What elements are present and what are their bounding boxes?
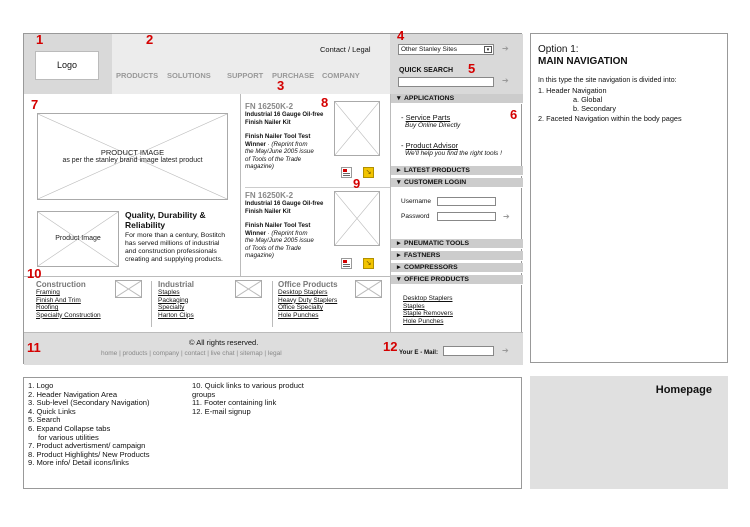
page-label: Homepage xyxy=(655,384,712,396)
quality-body-line: creating and supplying products. xyxy=(125,256,223,263)
model-desc-line: Finish Nailer Kit xyxy=(245,119,291,126)
separator: / xyxy=(347,45,351,54)
quality-body xyxy=(125,232,225,264)
annotation-number: 2 xyxy=(146,32,154,47)
annotation-number: 4 xyxy=(397,28,405,43)
wireframe xyxy=(23,33,522,364)
compare-icon[interactable] xyxy=(341,258,352,269)
test-body-line: magazine) xyxy=(245,163,274,170)
triangle-down-icon: ▾ xyxy=(397,179,401,186)
model-desc xyxy=(245,201,323,216)
tab-label: FASTNERS xyxy=(404,252,441,259)
product-image-caption: as per the stanley brand image latest product xyxy=(62,157,203,164)
highlight-image-placeholder[interactable] xyxy=(334,101,380,156)
option-title-line: MAIN NAVIGATION xyxy=(538,56,628,67)
legend-item: 8. Product Highlights/ New Products xyxy=(28,449,150,459)
quick-link-image[interactable] xyxy=(235,280,262,298)
annotation-number: 8 xyxy=(321,95,329,110)
product-highlight-2 xyxy=(245,189,390,277)
divider xyxy=(151,281,152,327)
quick-link-title: Construction xyxy=(36,280,86,289)
nav-support[interactable]: SUPPORT xyxy=(227,71,264,80)
annotation-number: 1 xyxy=(36,32,44,47)
legal-link[interactable]: Legal xyxy=(352,45,371,54)
search-go-arrow-icon[interactable]: ➔ xyxy=(502,76,509,85)
quality-body-line: For more than a century, Bostitch xyxy=(125,232,225,239)
legend-item: 1. Logo xyxy=(28,381,54,390)
test-title: Finish Nailer Tool Test xyxy=(245,133,311,140)
quick-link[interactable]: Specialty xyxy=(158,304,185,311)
tab-label: PNEUMATIC TOOLS xyxy=(404,240,470,247)
tab-applications[interactable] xyxy=(391,94,523,104)
tab-label: LATEST PRODUCTS xyxy=(404,167,470,174)
test-title: Finish Nailer Tool Test xyxy=(245,222,311,229)
small-image-label: Product Image xyxy=(55,235,101,242)
legend-left xyxy=(28,382,150,468)
username-input[interactable] xyxy=(437,197,496,206)
model-desc-line: Finish Nailer Kit xyxy=(245,208,291,215)
email-go-arrow-icon[interactable]: ➔ xyxy=(502,346,509,355)
quick-link-image[interactable] xyxy=(115,280,142,298)
winner-label: Winner xyxy=(245,140,266,148)
footer-links[interactable]: home | products | company | contact | live chat | sitemap | legal xyxy=(101,350,282,357)
legend-item: groups xyxy=(192,389,216,399)
tab-customer-login[interactable] xyxy=(391,178,523,188)
nav-purchase[interactable]: PURCHASE xyxy=(272,71,315,80)
product-advisor-link[interactable]: Product Advisor xyxy=(405,141,459,150)
quick-link[interactable]: Harton Clips xyxy=(158,311,194,319)
quick-link[interactable]: Desktop Staplers xyxy=(278,289,328,296)
quick-link[interactable]: Finish And Trim xyxy=(36,296,81,304)
tab-pneumatic-tools[interactable] xyxy=(391,239,523,249)
option-item: 1. Header Navigation xyxy=(538,86,607,95)
quick-link[interactable]: Roofing xyxy=(36,304,59,311)
quick-search-input[interactable] xyxy=(398,77,494,87)
office-link[interactable]: Desktop Staplers xyxy=(403,295,453,302)
product-advisor-sub: We'll help you find the right tools ! xyxy=(405,150,502,157)
tab-label: APPLICATIONS xyxy=(404,95,455,102)
email-label: Your E - Mail: xyxy=(399,349,439,356)
compare-icon[interactable] xyxy=(341,167,352,178)
more-info-arrow-icon[interactable]: ↘ xyxy=(363,258,374,269)
legend-item: 4. Quick Links xyxy=(28,406,76,416)
site-go-arrow-icon[interactable]: ➔ xyxy=(502,44,509,53)
quick-link[interactable]: Packaging xyxy=(158,296,189,304)
service-parts-block: - Service Parts Buy Online Directly xyxy=(401,113,461,129)
site-select-value: Other Stanley Sites xyxy=(401,46,457,53)
product-advisor-block: - Product Advisor We'll help you find the right tools ! xyxy=(401,141,502,157)
quick-link[interactable]: Staples xyxy=(158,289,180,296)
more-info-arrow-icon[interactable]: ↘ xyxy=(363,167,374,178)
site-select[interactable] xyxy=(398,44,494,55)
tab-latest-products[interactable] xyxy=(391,166,523,176)
quick-search-label: QUICK SEARCH xyxy=(399,67,454,74)
divider xyxy=(240,94,241,276)
username-label: Username xyxy=(401,198,431,205)
model-desc xyxy=(245,112,323,127)
triangle-right-icon: ▸ xyxy=(397,264,401,271)
legend-item: 6. Expand Collapse tabs xyxy=(28,423,111,433)
quick-link[interactable]: Framing xyxy=(36,289,60,296)
legend-item: 5. Search xyxy=(28,415,61,425)
copyright: © All rights reserved. xyxy=(189,338,259,347)
nav-products[interactable]: PRODUCTS xyxy=(116,71,159,80)
product-highlight-1 xyxy=(245,95,390,186)
option-item: b. Secondary xyxy=(573,104,616,113)
legend-item: for various utilities xyxy=(38,432,99,442)
triangle-right-icon: ▸ xyxy=(397,240,401,247)
office-links xyxy=(403,295,453,325)
quality-body-line: has served millions of industrial xyxy=(125,240,220,247)
option-item: 2. Faceted Navigation within the body pages xyxy=(538,114,682,123)
annotation-number: 12 xyxy=(383,339,398,354)
highlight-image-placeholder[interactable] xyxy=(334,191,380,246)
option-title-line: Option 1: xyxy=(538,44,579,55)
model-desc-line: Industrial 16 Gauge Oil-free xyxy=(245,112,324,118)
test-body-line: (Reprint from xyxy=(271,140,308,148)
tool-test: Finish Nailer Tool Test Winner · (Reprint from the May/June 2005 issue of Tools of the Trade magazine) xyxy=(245,133,331,171)
legend-item: 9. More info/ Detail icons/links xyxy=(28,458,129,468)
legend-item: 3. Sub-level (Secondary Navigation) xyxy=(28,398,150,408)
tab-label: CUSTOMER LOGIN xyxy=(404,179,467,186)
page-label-panel xyxy=(530,376,728,489)
email-input[interactable] xyxy=(443,346,494,356)
model-desc-line: Industrial 16 Gauge Oil-free xyxy=(245,201,324,207)
quick-link-title: Industrial xyxy=(158,280,195,289)
quick-link[interactable]: Hole Punches xyxy=(278,311,319,319)
logo[interactable]: Logo xyxy=(35,51,99,80)
test-body-line: (Reprint from xyxy=(271,229,308,237)
triangle-down-icon: ▾ xyxy=(397,95,401,102)
winner-label: Winner xyxy=(245,229,266,237)
legend-item: 11. Footer containing link xyxy=(192,398,277,408)
quick-link[interactable]: Specialty Construction xyxy=(36,311,101,319)
sidebar xyxy=(391,94,523,332)
chevron-down-icon: ▾ xyxy=(484,46,492,53)
legend-right xyxy=(192,382,304,416)
tab-label: OFFICE PRODUCTS xyxy=(404,276,469,283)
service-parts-sub: Buy Online Directly xyxy=(405,122,461,129)
quick-link-title: Office Products xyxy=(278,280,338,289)
quality-title-line: Quality, Durability & xyxy=(125,210,206,220)
product-image-label: PRODUCT IMAGE xyxy=(100,148,165,157)
tab-office-products[interactable] xyxy=(391,275,523,285)
test-body-line: of Tools of the Trade xyxy=(245,155,302,163)
quick-link[interactable]: Office Specialty xyxy=(278,304,324,311)
tab-compressors[interactable] xyxy=(391,263,523,273)
option-panel xyxy=(530,33,728,363)
legend-item: 2. Header Navigation Area xyxy=(28,389,118,399)
header-nav-area xyxy=(112,34,390,94)
legend-item: 10. Quick links to various product xyxy=(192,381,304,390)
office-link[interactable]: Staple Removers xyxy=(403,310,453,317)
option-intro: In this type the site navigation is divided into: xyxy=(538,77,677,84)
model-number[interactable]: FN 16250K-2 xyxy=(245,191,294,200)
annotation-number: 10 xyxy=(27,266,42,281)
office-link[interactable]: Hole Punches xyxy=(403,317,444,325)
tool-test: Finish Nailer Tool Test Winner · (Reprint from the May/June 2005 issue of Tools of the Trade magazine) xyxy=(245,222,331,260)
model-number[interactable]: FN 16250K-2 xyxy=(245,102,294,111)
annotation-number: 7 xyxy=(31,97,39,112)
nav-company[interactable]: COMPANY xyxy=(322,71,360,80)
triangle-right-icon: ▸ xyxy=(397,167,401,174)
password-input[interactable] xyxy=(437,212,496,221)
quality-title-line: Reliability xyxy=(125,219,166,230)
option-title xyxy=(538,44,628,68)
legend-panel xyxy=(23,377,522,489)
login-arrow-icon[interactable]: ➔ xyxy=(503,212,510,221)
utility-links xyxy=(320,45,371,54)
small-product-image[interactable] xyxy=(37,211,119,267)
test-body-line: of Tools of the Trade xyxy=(245,244,302,252)
quick-link[interactable]: Heavy Duty Staplers xyxy=(278,296,338,304)
contact-link[interactable]: Contact xyxy=(320,45,346,54)
quick-link-image[interactable] xyxy=(355,280,382,298)
triangle-down-icon: ▾ xyxy=(397,276,401,283)
option-item: a. Global xyxy=(573,95,603,104)
annotation-number: 11 xyxy=(27,340,41,355)
password-label: Password xyxy=(401,213,430,220)
legend-item: 12. E-mail signup xyxy=(192,406,251,416)
test-body-line: the May/June 2005 issue xyxy=(245,148,314,155)
annotation-number: 9 xyxy=(353,176,361,191)
triangle-right-icon: ▸ xyxy=(397,252,401,259)
divider xyxy=(272,281,273,327)
divider xyxy=(245,187,390,188)
service-parts-link[interactable]: Service Parts xyxy=(405,113,451,122)
test-body-line: magazine) xyxy=(245,252,274,259)
tab-fastners[interactable] xyxy=(391,251,523,261)
quality-title xyxy=(125,211,206,230)
product-image-placeholder[interactable] xyxy=(37,113,228,200)
annotation-number: 6 xyxy=(510,107,518,122)
nav-solutions[interactable]: SOLUTIONS xyxy=(167,71,211,80)
legend-item: 7. Product advertisment/ campaign xyxy=(28,441,146,451)
annotation-number: 5 xyxy=(468,61,476,76)
test-body-line: the May/June 2005 issue xyxy=(245,237,314,244)
office-link[interactable]: Staples xyxy=(403,302,425,310)
quality-body-line: and construction professionals xyxy=(125,248,217,255)
annotation-number: 3 xyxy=(277,78,285,93)
tab-label: COMPRESSORS xyxy=(404,264,458,271)
